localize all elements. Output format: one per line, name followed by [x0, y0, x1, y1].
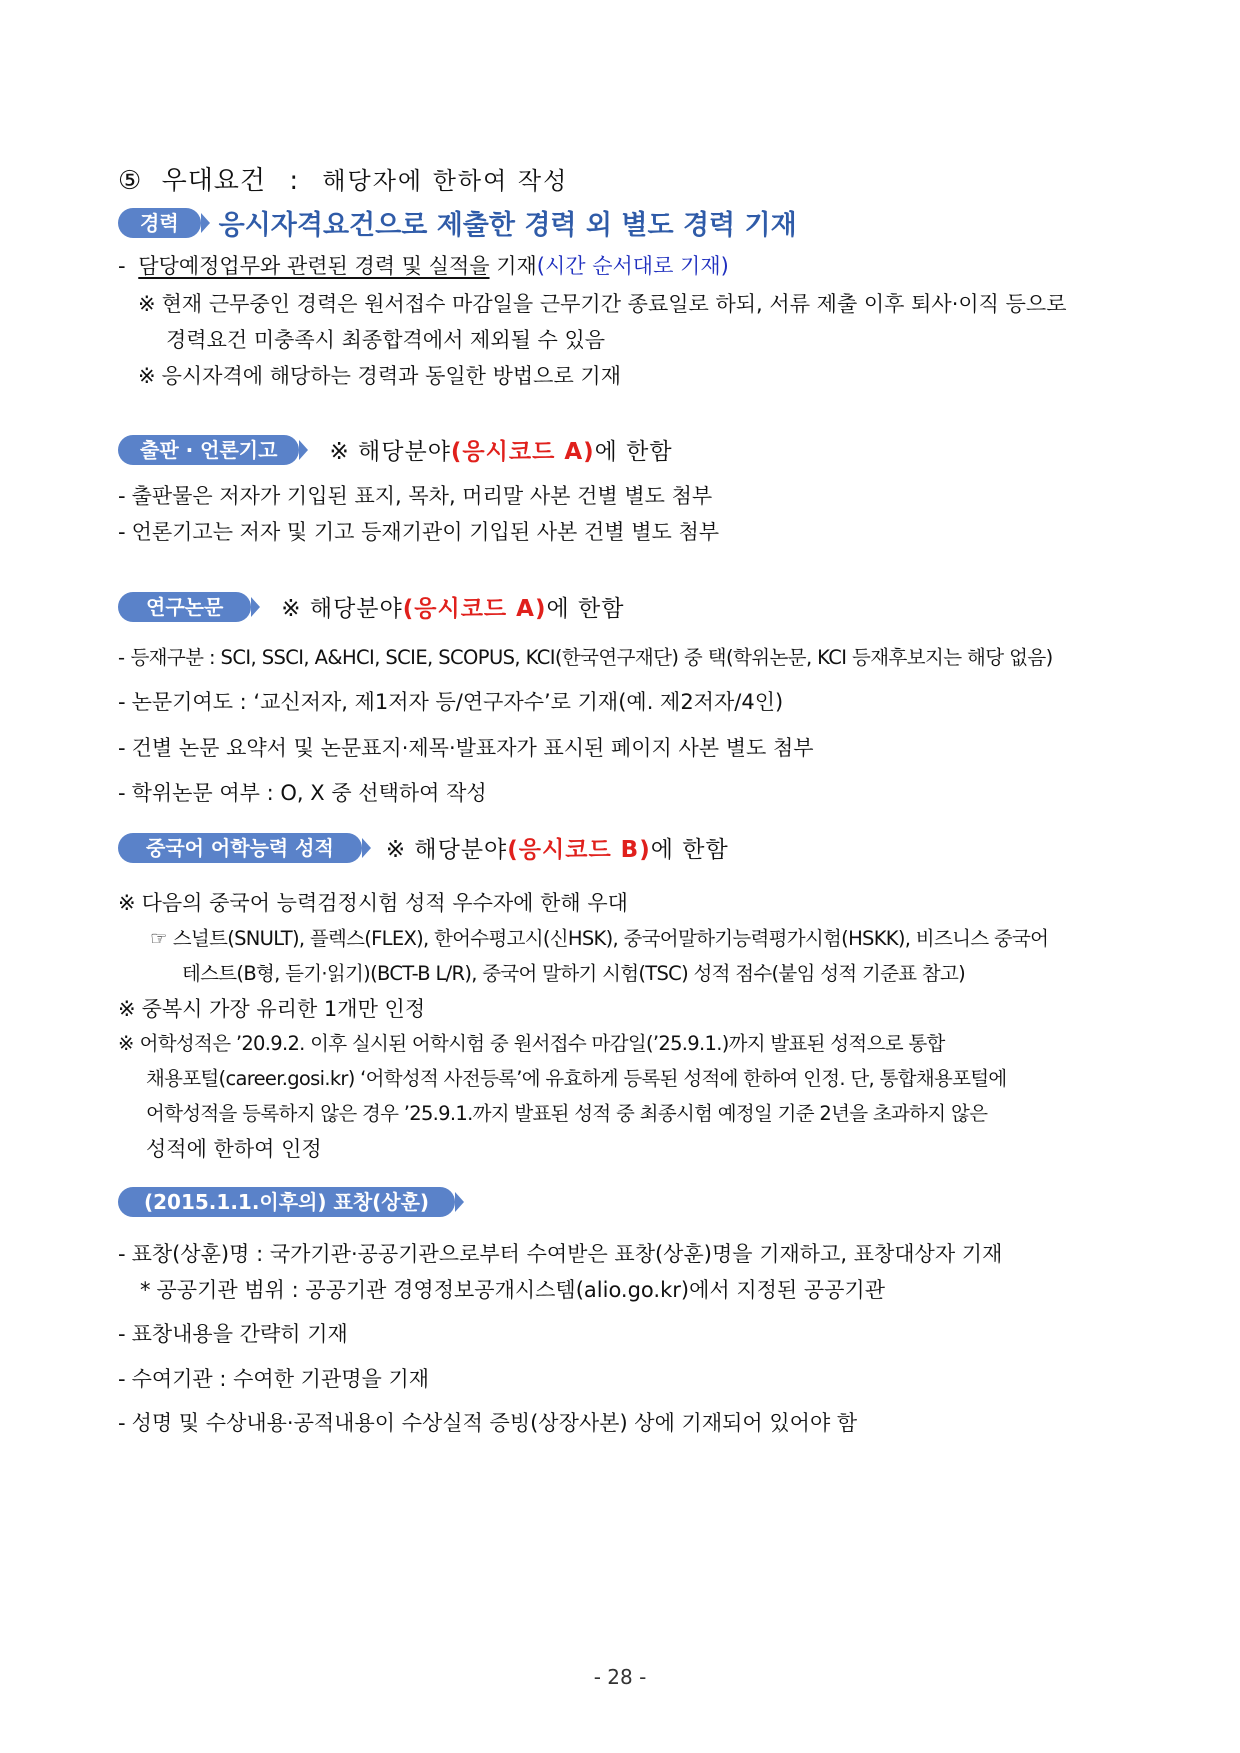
research-header [118, 590, 624, 623]
chinese-line: 성적에 한하여 인정 [146, 1137, 322, 1161]
publication-header [118, 433, 673, 466]
chinese-scope: ※ 해당분야(응시코드 B)에 한함 [385, 837, 729, 863]
publication-tag: 출판 · 언론기고 [118, 435, 299, 465]
career-note: ※ 현재 근무중인 경력은 원서접수 마감일을 근무기간 종료일로 하되, 서류 제출 이후 퇴사·이직 등으로 [138, 292, 1067, 316]
chinese-line: ☞ 스널트(SNULT), 플렉스(FLEX), 한어수평고시(신HSK), 중국어말하기능력평가시험(HSKK), 비즈니스 중국어 [150, 927, 1049, 950]
section-number: ⑤ [118, 166, 143, 196]
research-scope-code: (응시코드 A) [402, 596, 547, 622]
chinese-line: 테스트(B형, 듣기·읽기)(BCT-B L/R), 중국어 말하기 시험(TSC) 성적 점수(붙임 성적 기준표 참고) [182, 962, 966, 985]
career-note: ※ 응시자격에 해당하는 경력과 동일한 방법으로 기재 [138, 364, 621, 388]
chinese-line: ※ 다음의 중국어 능력검정시험 성적 우수자에 한해 우대 [118, 891, 628, 915]
awards-line: - 표창내용을 간략히 기재 [118, 1322, 348, 1346]
research-item: - 논문기여도 : ‘교신저자, 제1저자 등/연구자수’로 기재(예. 제2저자/4인) [118, 690, 784, 714]
section-title-text: 우대요건 [161, 166, 267, 196]
career-heading: 응시자격요건으로 제출한 경력 외 별도 경력 기재 [218, 210, 797, 241]
publication-scope: ※ 해당분야(응시코드 A)에 한함 [329, 439, 673, 465]
career-item-underlined: 담당예정업무와 관련된 경력 및 실적을 [138, 254, 490, 278]
publication-item: - 출판물은 저자가 기입된 표지, 목차, 머리말 사본 건별 별도 첨부 [118, 484, 713, 508]
pointing-hand-icon: ☞ [150, 927, 167, 950]
career-note-continued: 경력요건 미충족시 최종합격에서 제외될 수 있음 [166, 328, 606, 352]
research-scope: ※ 해당분야(응시코드 A)에 한함 [281, 596, 625, 622]
career-item: - 담당예정업무와 관련된 경력 및 실적을 기재(시간 순서대로 기재) [118, 254, 729, 278]
section-colon: : [289, 166, 300, 196]
page-number: - 28 - [593, 1665, 647, 1689]
awards-header [118, 1187, 455, 1217]
chinese-header [118, 831, 729, 864]
career-tag: 경력 [118, 208, 201, 238]
awards-line: * 공공기관 범위 : 공공기관 경영정보공개시스템(alio.go.kr)에서 지정된 공공기관 [140, 1278, 885, 1302]
awards-line: - 성명 및 수상내용·공적내용이 수상실적 증빙(상장사본) 상에 기재되어 있어야 함 [118, 1411, 858, 1435]
career-header [118, 203, 797, 242]
section-note: 해당자에 한하여 작성 [322, 167, 569, 195]
publication-item: - 언론기고는 저자 및 기고 등재기관이 기입된 사본 건별 별도 첨부 [118, 520, 720, 544]
career-item-blue-note: (시간 순서대로 기재) [536, 254, 729, 278]
section-title [118, 160, 568, 197]
awards-line: - 표창(상훈)명 : 국가기관·공공기관으로부터 수여받은 표창(상훈)명을 기재하고, 표창대상자 기재 [118, 1242, 1003, 1266]
chinese-tag: 중국어 어학능력 성적 [118, 833, 362, 863]
chinese-line: 어학성적을 등록하지 않은 경우 ’25.9.1.까지 발표된 성적 중 최종시험 예정일 기준 2년을 초과하지 않은 [146, 1102, 988, 1125]
chinese-line: ※ 중복시 가장 유리한 1개만 인정 [118, 997, 426, 1021]
research-item: - 건별 논문 요약서 및 논문표지·제목·발표자가 표시된 페이지 사본 별도 첨부 [118, 736, 814, 760]
chinese-line: ※ 어학성적은 ’20.9.2. 이후 실시된 어학시험 중 원서접수 마감일(’25.9.1.)까지 발표된 성적으로 통합 [118, 1032, 945, 1055]
publication-scope-code: (응시코드 A) [450, 439, 595, 465]
research-item: - 학위논문 여부 : O, X 중 선택하여 작성 [118, 781, 487, 805]
awards-line: - 수여기관 : 수여한 기관명을 기재 [118, 1367, 430, 1391]
research-tag: 연구논문 [118, 592, 251, 622]
awards-tag: (2015.1.1.이후의) 표창(상훈) [118, 1187, 455, 1217]
chinese-scope-code: (응시코드 B) [507, 837, 651, 863]
chinese-line: 채용포털(career.gosi.kr) ‘어학성적 사전등록’에 유효하게 등록된 성적에 한하여 인정. 단, 통합채용포털에 [146, 1067, 1007, 1090]
research-item: - 등재구분 : SCI, SSCI, A&HCI, SCIE, SCOPUS, KCI(한국연구재단) 중 택(학위논문, KCI 등재후보지는 해당 없음) [118, 646, 1053, 669]
